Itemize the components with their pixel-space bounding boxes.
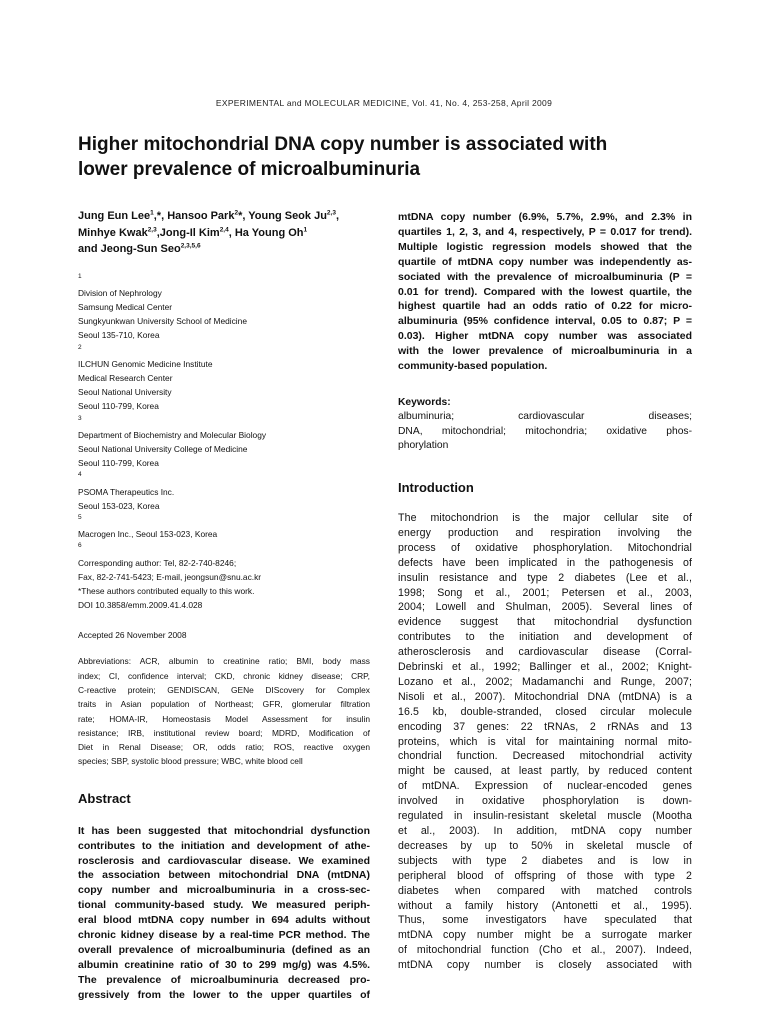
affiliation-line: Seoul National University College of Medicine	[78, 443, 248, 454]
intro-line: atherosclerosis and cardiovascular disease (Corral-	[398, 646, 692, 659]
abstract-line: The prevalence of microalbuminuria decreased pro-	[78, 973, 370, 986]
abstract-line: rosclerosis and cardiovascular disease. We examined	[78, 854, 370, 867]
abstract-line: highest quartile had an odds ratio of 0.22 for micro-	[398, 300, 692, 313]
affiliation-line: Seoul 153-023, Korea	[78, 500, 160, 511]
abstract-body-left	[78, 824, 370, 1003]
intro-line: defects have been implicated in the pathogenesis of	[398, 556, 692, 569]
author-list	[78, 208, 370, 258]
intro-line: Thus, some investigators have speculated that	[398, 914, 692, 927]
abstract-line: quartile of mtDNA copy number was independently as-	[398, 255, 692, 268]
intro-line: mtDNA copy number might be a surrogate marker	[398, 929, 692, 942]
introduction-body	[398, 511, 692, 973]
affiliation-line: Sungkyunkwan University School of Medicine	[78, 316, 247, 327]
intro-line: 1998; Song et al., 2001; Petersen et al., 2003,	[398, 586, 692, 599]
affiliation-line: $^5$ Macrogen Inc., Seoul 153-023, Korea	[78, 514, 218, 540]
intro-line: chondrial function. Decreased mitochondrial activity	[398, 750, 692, 763]
abstract-line: the association between mitochondrial DNA (mtDNA)	[78, 869, 370, 882]
intro-line: evidence suggest that mitochondrial dysfunction	[398, 616, 692, 629]
affiliation-line: $^1$ Division of Nephrology	[78, 272, 162, 298]
intro-line: without a family history (Antonetti et al., 1995).	[398, 899, 692, 912]
author-line: Jung Eun Lee$^1$,*, Hansoo Park$^2$*, Young Seok Ju$^{2,3}$,	[78, 209, 340, 222]
intro-line: decreases by up to 50% in skeletal muscle of	[398, 839, 692, 852]
affiliation-line: Seoul 110-799, Korea	[78, 401, 159, 412]
intro-line: diabetes when compared with matched controls	[398, 884, 692, 897]
journal-header: EXPERIMENTAL and MOLECULAR MEDICINE, Vol. 41, No. 4, 253-258, April 2009	[215, 98, 553, 108]
affiliations	[78, 272, 370, 613]
abbreviation-line: index; CI, confidence interval; CKD, chronic kidney disease; CRP,	[78, 670, 370, 681]
intro-line: 16.5 kb, double-stranded, closed circular molecule	[398, 705, 692, 718]
intro-line: process of oxidative phosphorylation. Mitochondrial	[398, 541, 692, 554]
intro-line: 2004; Lowell and Shulman, 2005). Several lines of	[398, 601, 692, 614]
left-column	[78, 208, 370, 1003]
abbreviation-line: rate; HOMA-IR, Homeostasis Model Assessment for insulin	[78, 713, 370, 724]
abbreviation-line: resistance; IRB, institutional review board; MDRD, Modification of	[78, 727, 370, 738]
intro-line: encoding 37 genes: 22 tRNAs, 2 rRNAs and 13	[398, 720, 692, 733]
affiliation-line: Samsung Medical Center	[78, 301, 173, 312]
intro-line: contributes to the initiation and development of	[398, 631, 692, 644]
abstract-line: with the lower prevalence of microalbuminuria in a	[398, 345, 692, 358]
author-line: and Jeong-Sun Seo$^{2,3,5,6}$	[78, 242, 201, 255]
contact-line: Fax, 82-2-741-5423; E-mail, jeongsun@snu.ac.kr	[78, 571, 262, 582]
introduction-heading: Introduction	[398, 479, 474, 495]
affiliation-line: Seoul 135-710, Korea	[78, 330, 160, 341]
accepted-date: Accepted 26 November 2008	[78, 630, 187, 641]
abstract-line: copy number and microalbuminuria in a cross-sec-	[78, 884, 370, 897]
abstract-heading: Abstract	[78, 790, 131, 806]
affiliation-line: Medical Research Center	[78, 372, 173, 383]
abstract-line: albuminuria (95% confidence interval, 0.05 to 0.87; P =	[398, 315, 692, 328]
intro-line: mtDNA copy number is closely associated with	[398, 959, 692, 972]
affiliation-line: $^3$ Department of Biochemistry and Molecular Biology	[78, 414, 267, 440]
intro-line: Lozano et al., 2002; Madamanchi and Runge, 2007;	[398, 675, 692, 688]
intro-line: energy production and respiration involving the	[398, 526, 692, 539]
intro-line: might be caused, at least partly, by reduced content	[398, 765, 692, 778]
article-title	[78, 132, 698, 182]
affiliation-line: Seoul 110-799, Korea	[78, 458, 159, 469]
affiliation-line: $^4$ PSOMA Therapeutics Inc.	[78, 471, 175, 497]
intro-line: involved in oxidative phosphorylation is down-	[398, 795, 692, 808]
abstract-line: albumin creatinine ratio of 30 to 299 mg/g) was 4.5%.	[78, 958, 370, 971]
keywords	[398, 396, 692, 454]
abstract-body-right	[398, 210, 692, 374]
abstract-line: mtDNA copy number (6.9%, 5.7%, 2.9%, and 2.3% in	[398, 211, 692, 223]
keywords-line: Keywords: albuminuria; cardiovascular diseases;	[398, 396, 692, 423]
keywords-line: phorylation	[398, 440, 449, 452]
abbreviation-line: traits in Asian population of Northeast; GFR, glomerular filtration	[78, 699, 370, 710]
title-line: lower prevalence of microalbuminuria	[78, 159, 421, 180]
intro-line: subjects with type 2 diabetes and is low in	[398, 854, 692, 867]
intro-line: Debrinski et al., 1992; Ballinger et al., 2002; Knight-	[398, 661, 692, 674]
author-line: Minhye Kwak$^{2,3}$,Jong-Il Kim$^{2,4}$, Ha Young Oh$^1$	[78, 225, 308, 239]
intro-line: regulated in insulin-resistant skeletal muscle (Mootha	[398, 810, 692, 823]
keywords-label: Keywords:	[398, 396, 451, 408]
intro-line: of mitochondrial function (Cho et al., 2007). Indeed,	[398, 944, 692, 957]
intro-line: of mtDNA. Expression of nuclear-encoded genes	[398, 780, 692, 793]
intro-line: Nisoli et al., 2007). Mitochondrial DNA (mtDNA) is a	[398, 690, 692, 703]
affiliation-line: Seoul National University	[78, 387, 172, 398]
keywords-line: DNA, mitochondrial; mitochondria; oxidative phos-	[398, 425, 692, 437]
abstract-line: chronic kidney disease by a real-time PCR method. The	[78, 929, 370, 942]
abstract-line: quartiles 1, 2, 3, and 4, respectively, P = 0.017 for trend).	[398, 225, 692, 238]
abstract-line: 0.03). Higher mtDNA copy number was associated	[398, 330, 692, 343]
abstract-line: community-based population.	[398, 360, 548, 373]
abstract-line: tional community-based study. We measured periph-	[78, 899, 370, 912]
intro-line: proteins, which is vital for maintaining normal mito-	[398, 735, 692, 748]
abstract-line: overall prevalence of microalbuminuria (defined as an	[78, 944, 370, 956]
doi: DOI 10.3858/emm.2009.41.4.028	[78, 600, 203, 611]
intro-line: peripheral blood of offspring of those with type 2	[398, 869, 692, 882]
title-line: Higher mitochondrial DNA copy number is associated with	[78, 134, 608, 155]
affiliation-line: $^2$ ILCHUN Genomic Medicine Institute	[78, 343, 213, 369]
intro-line: The mitochondrion is the major cellular site of	[398, 511, 692, 524]
abstract-line: gressively from the lower to the upper quartiles of	[78, 988, 370, 1001]
abstract-line: sociated with the prevalence of microalbuminuria (P =	[398, 270, 692, 283]
abstract-line: Multiple logistic regression models showed that the	[398, 240, 692, 253]
abstract-line: It has been suggested that mitochondrial dysfunction	[78, 824, 370, 837]
abstract-line: contributes to the initiation and development of athe-	[78, 839, 370, 852]
right-column	[398, 210, 692, 973]
equal-contribution-note: *These authors contributed equally to this work.	[78, 585, 255, 596]
intro-line: insulin resistance and type 2 diabetes (Lee et al.,	[398, 571, 692, 584]
abbreviation-line: species; SBP, systolic blood pressure; WBC, white blood cell	[78, 756, 303, 767]
intro-line: et al., 2003). In addition, mtDNA copy number	[398, 825, 692, 837]
abstract-line: 0.01 for trend). Compared with the lowest quartile, the	[398, 285, 692, 298]
abbreviations	[78, 654, 370, 768]
corresponding-author: $^6$ Corresponding author: Tel, 82-2-740-8246;	[78, 542, 237, 568]
abbreviation-line: Diet in Renal Disease; OR, odds ratio; ROS, reactive oxygen	[78, 742, 370, 753]
abbreviation-line: C-reactive protein; GENDISCAN, GENe DIScovery for Complex	[78, 684, 370, 695]
abstract-line: eral blood mtDNA copy number in 694 adults without	[78, 914, 370, 927]
abbreviation-line: Abbreviations: ACR, albumin to creatinine ratio; BMI, body mass	[78, 656, 370, 667]
